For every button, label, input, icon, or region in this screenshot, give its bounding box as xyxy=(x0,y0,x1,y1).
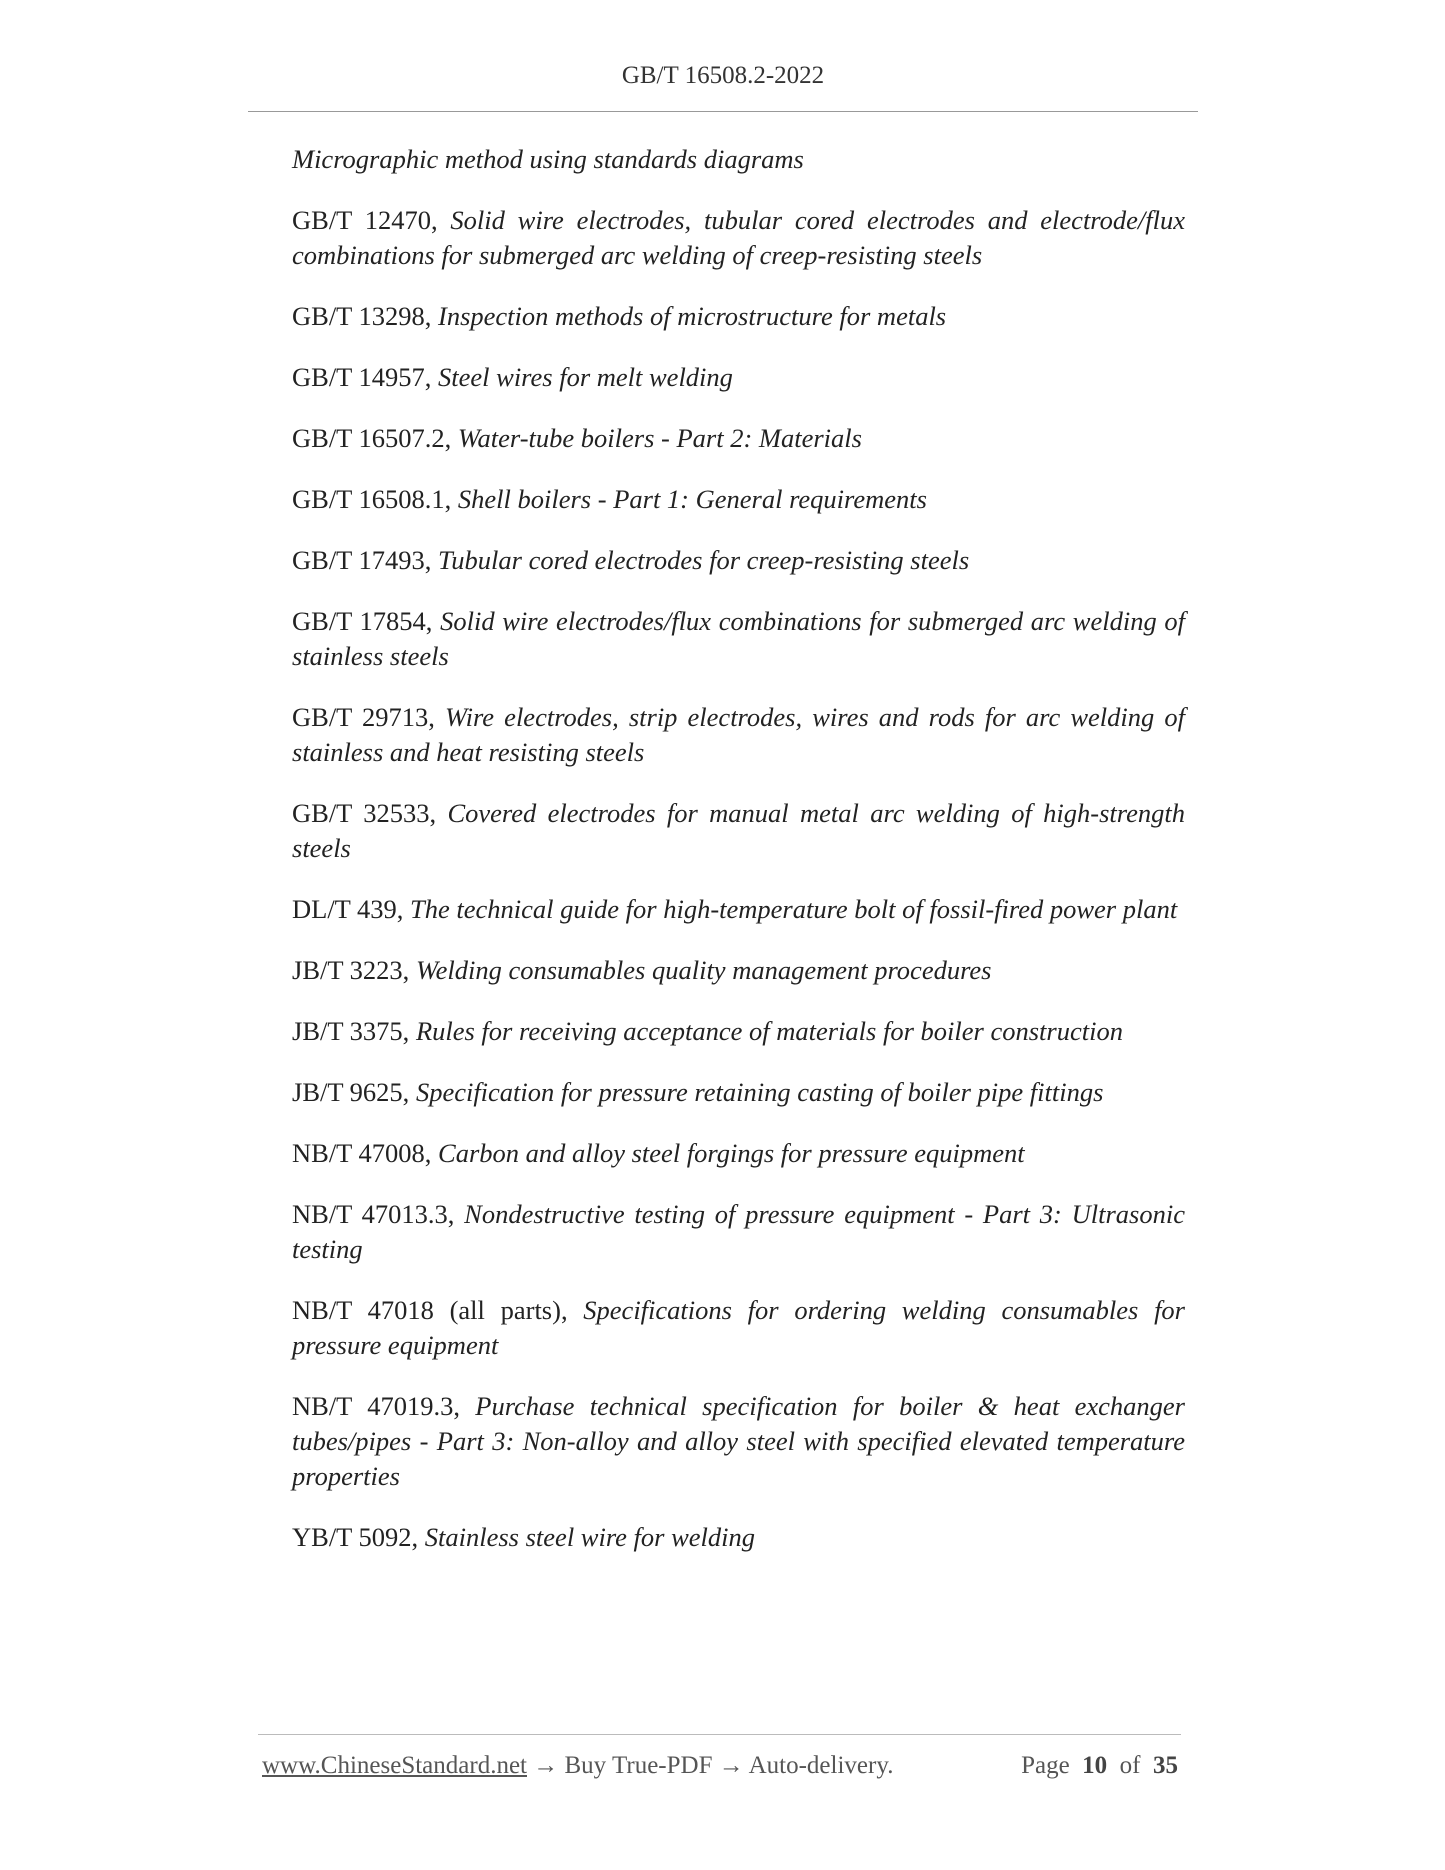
reference-item xyxy=(292,360,1185,395)
page-number: 10 xyxy=(1082,1752,1108,1779)
reference-title: Covered electrodes for manual metal arc welding of high-strength steels xyxy=(292,798,1185,863)
reference-title: Welding consumables quality management procedures xyxy=(415,955,992,985)
page-indicator xyxy=(1021,1752,1178,1780)
site-link[interactable]: www.ChineseStandard.net xyxy=(262,1752,527,1779)
reference-title: Wire electrodes, strip electrodes, wires and rods for arc welding of stainless and heat resisting steels xyxy=(292,702,1186,767)
reference-code: JB/T 3223, xyxy=(292,955,416,985)
footer-promo xyxy=(262,1752,893,1780)
reference-item xyxy=(292,203,1185,273)
reference-code: GB/T 16507.2, xyxy=(292,423,458,453)
reference-title: Carbon and alloy steel forgings for pressure equipment xyxy=(438,1138,1025,1168)
reference-title: Rules for receiving acceptance of materials for boiler construction xyxy=(415,1016,1123,1046)
reference-title: Inspection methods of microstructure for metals xyxy=(438,301,947,331)
reference-title: Solid wire electrodes, tubular cored electrodes and electrode/flux combinations for submerged arc welding of creep-resisting steels xyxy=(292,205,1185,270)
reference-item xyxy=(292,1520,1185,1555)
page-total: 35 xyxy=(1153,1752,1178,1779)
reference-code: GB/T 14957, xyxy=(292,362,439,392)
page-header: GB/T 16508.2-2022 xyxy=(621,62,825,89)
reference-item xyxy=(292,796,1185,866)
reference-code: GB/T 17854, xyxy=(292,606,441,636)
reference-title: Tubular cored electrodes for creep-resisting steels xyxy=(438,545,970,575)
reference-item xyxy=(292,700,1185,770)
reference-code: DL/T 439, xyxy=(292,894,411,924)
reference-item xyxy=(292,421,1185,456)
reference-item xyxy=(292,482,1185,517)
reference-title: Water-tube boilers - Part 2: Materials xyxy=(457,423,862,453)
reference-title: Steel wires for melt welding xyxy=(438,362,733,392)
page-label: Page xyxy=(1021,1752,1070,1779)
reference-code: GB/T 32533, xyxy=(292,798,448,828)
reference-code: GB/T 13298, xyxy=(292,301,439,331)
reference-item xyxy=(292,1014,1185,1049)
reference-item xyxy=(292,1389,1185,1494)
of-label: of xyxy=(1119,1752,1141,1779)
reference-title: Purchase technical specification for boiler & heat exchanger tubes/pipes - Part 3: Non-alloy and alloy steel with specified elevated temperature properties xyxy=(292,1391,1185,1491)
reference-item xyxy=(292,543,1185,578)
reference-title: Solid wire electrodes/flux combinations for submerged arc welding of stainless steels xyxy=(292,606,1185,671)
reference-item xyxy=(292,1197,1185,1267)
reference-code: GB/T 29713, xyxy=(292,702,445,732)
reference-item xyxy=(292,892,1185,927)
reference-title: The technical guide for high-temperature bolt of fossil-fired power plant xyxy=(410,894,1178,924)
reference-title: Micrographic method using standards diagrams xyxy=(292,144,804,174)
reference-code: NB/T 47019.3, xyxy=(292,1391,476,1421)
reference-code: GB/T 16508.1, xyxy=(292,484,458,514)
reference-code: NB/T 47013.3, xyxy=(292,1199,465,1229)
reference-code: GB/T 17493, xyxy=(292,545,439,575)
reference-code: GB/T 12470, xyxy=(292,205,451,235)
header-divider xyxy=(248,111,1198,112)
reference-item xyxy=(292,1136,1185,1171)
reference-code: YB/T 5092, xyxy=(292,1522,425,1552)
footer-tagline: → Buy True-PDF → Auto-delivery. xyxy=(527,1752,894,1779)
reference-item xyxy=(292,604,1185,674)
reference-item xyxy=(292,142,1185,177)
normative-references-list xyxy=(292,142,1185,1581)
reference-title: Specifications for ordering welding consumables for pressure equipment xyxy=(292,1295,1185,1360)
reference-item xyxy=(292,1293,1185,1363)
footer-divider xyxy=(258,1734,1181,1735)
reference-code: JB/T 9625, xyxy=(292,1077,416,1107)
reference-title: Nondestructive testing of pressure equipment - Part 3: Ultrasonic testing xyxy=(292,1199,1185,1264)
reference-item xyxy=(292,299,1185,334)
reference-code: JB/T 3375, xyxy=(292,1016,416,1046)
reference-title: Shell boilers - Part 1: General requirements xyxy=(457,484,927,514)
reference-title: Stainless steel wire for welding xyxy=(424,1522,756,1552)
reference-code: NB/T 47008, xyxy=(292,1138,439,1168)
reference-item xyxy=(292,1075,1185,1110)
reference-title: Specification for pressure retaining casting of boiler pipe fittings xyxy=(415,1077,1104,1107)
reference-item xyxy=(292,953,1185,988)
reference-code: NB/T 47018 (all parts), xyxy=(292,1295,584,1325)
